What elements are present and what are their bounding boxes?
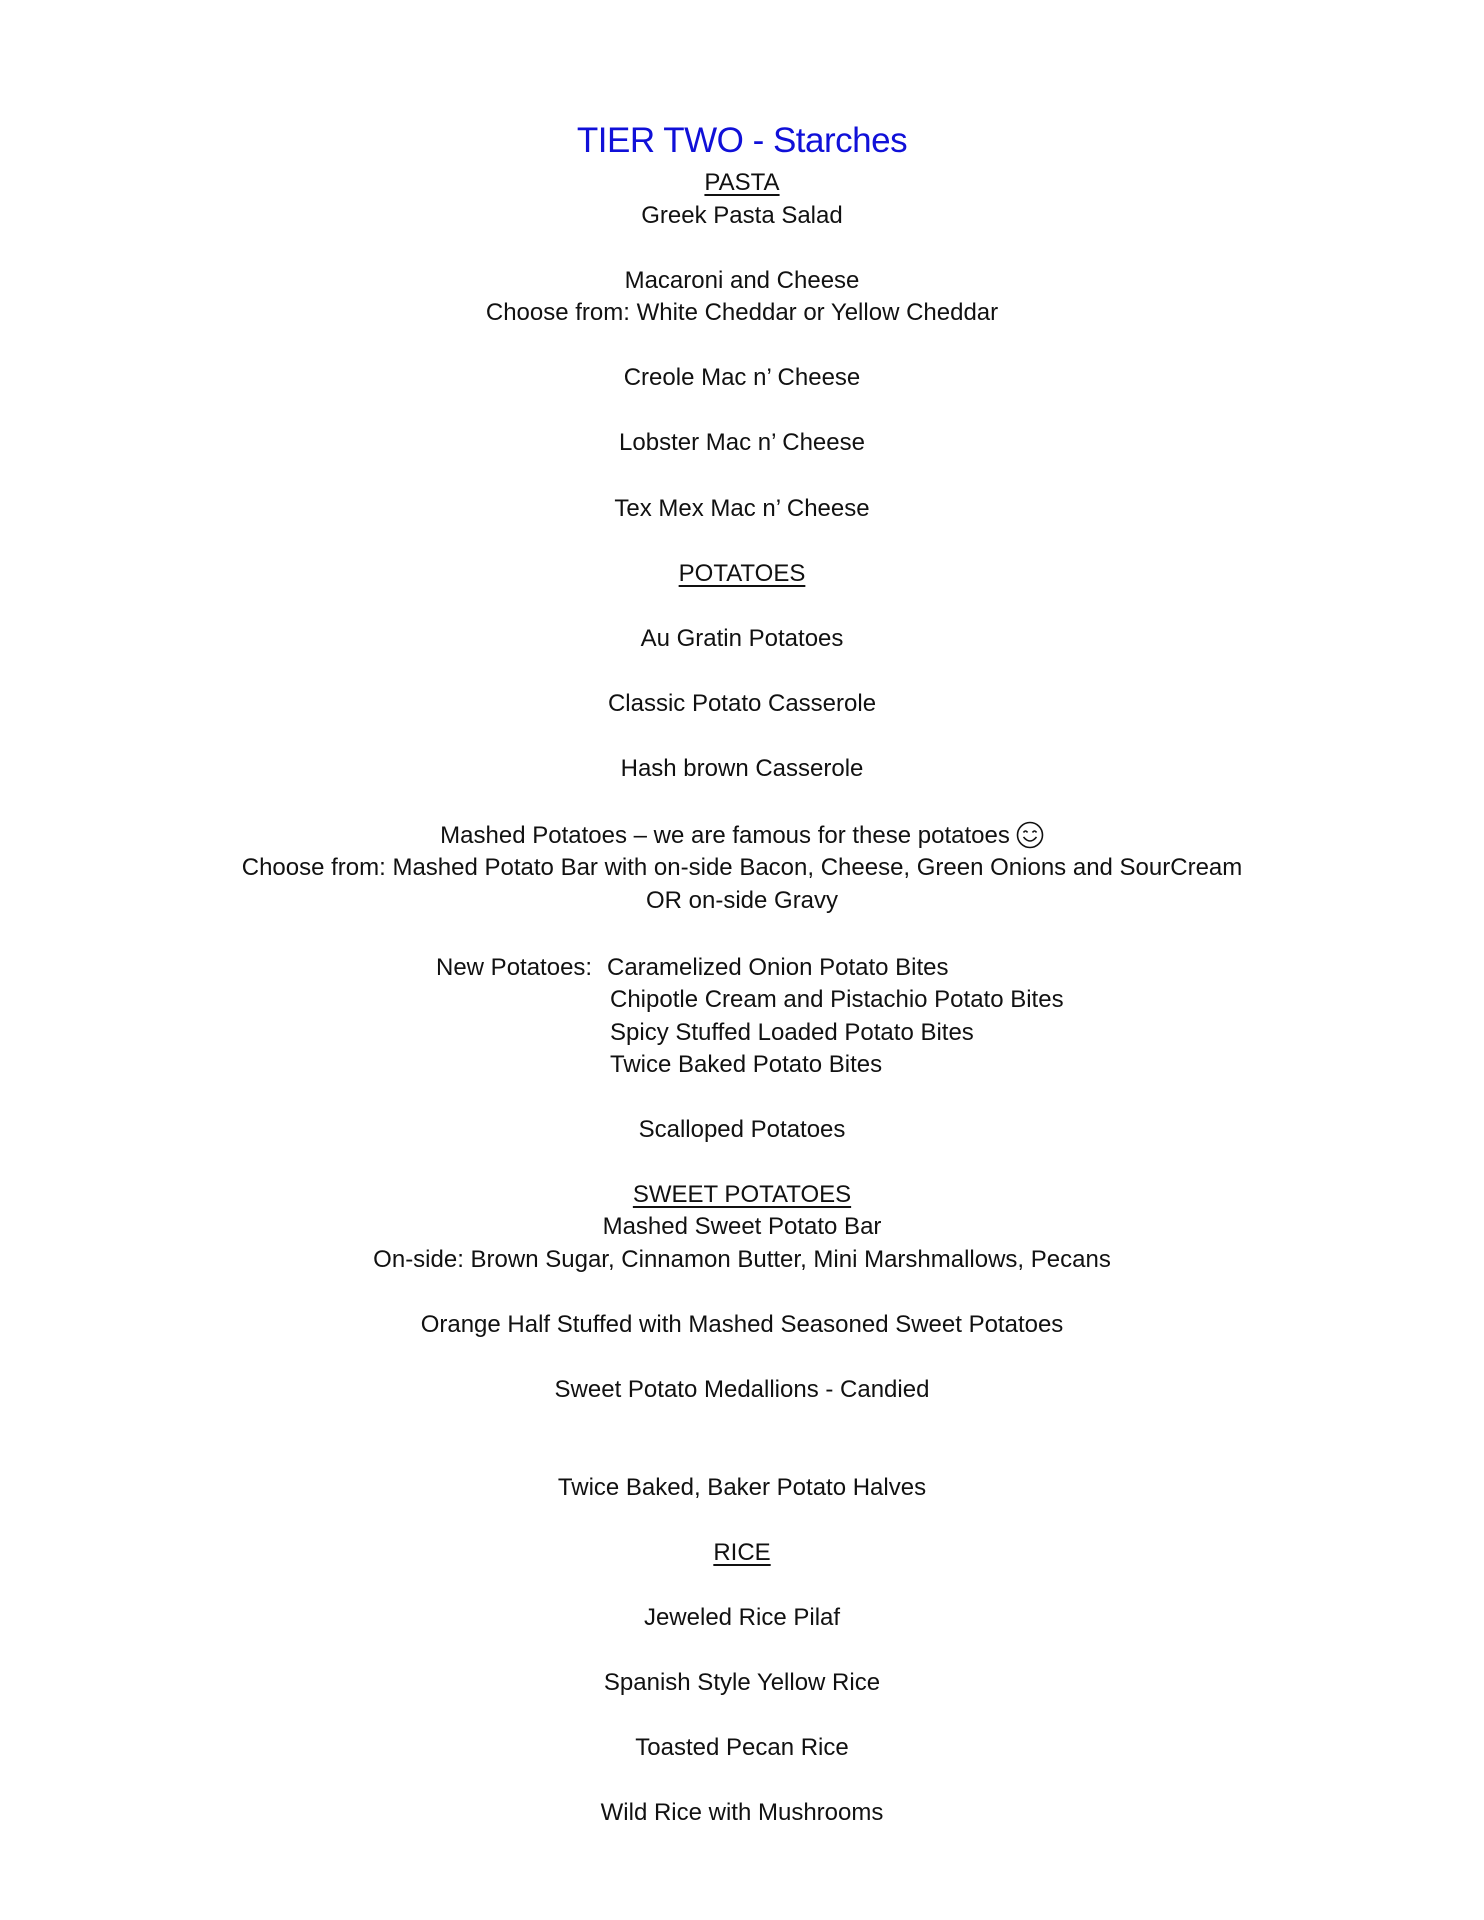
menu-item-au-gratin: Au Gratin Potatoes [640,625,844,652]
menu-item-hash-brown: Hash brown Casserole [620,755,864,782]
menu-item-tex-mex-mac: Tex Mex Mac n’ Cheese [614,495,870,522]
mashed-potatoes-label: Mashed Potatoes – we are famous for these potatoes [440,822,1010,849]
new-potato-item: Chipotle Cream and Pistachio Potato Bites [610,986,1064,1013]
menu-item-jeweled-rice: Jeweled Rice Pilaf [643,1604,841,1631]
menu-item-sweet-potato-bar: Mashed Sweet Potato Bar [602,1213,882,1240]
new-potato-item: Twice Baked Potato Bites [610,1051,883,1078]
menu-item-greek-pasta-salad: Greek Pasta Salad [641,202,843,229]
menu-item-creole-mac: Creole Mac n’ Cheese [623,364,861,391]
menu-item-medallions: Sweet Potato Medallions - Candied [554,1376,930,1403]
rice-heading: RICE [713,1539,771,1566]
new-potatoes-label: New Potatoes: [436,954,593,981]
new-potato-item: Caramelized Onion Potato Bites [607,954,949,981]
menu-item-spanish-rice: Spanish Style Yellow Rice [603,1669,881,1696]
menu-item-classic-casserole: Classic Potato Casserole [607,690,877,717]
menu-item-mashed-potatoes [0,821,1484,851]
menu-item-orange-half: Orange Half Stuffed with Mashed Seasoned Sweet Potatoes [420,1311,1064,1338]
potatoes-heading: POTATOES [678,560,806,587]
menu-item-scalloped: Scalloped Potatoes [638,1116,846,1143]
new-potato-item: Spicy Stuffed Loaded Potato Bites [610,1019,974,1046]
sweet-potatoes-heading: SWEET POTATOES [632,1181,852,1208]
menu-item-twice-baked-halves: Twice Baked, Baker Potato Halves [557,1474,927,1501]
winking-smiley-icon [1016,821,1044,849]
mashed-potatoes-or-gravy: OR on-side Gravy [645,887,839,914]
menu-item-pecan-rice: Toasted Pecan Rice [635,1734,849,1761]
page-title: TIER TWO - Starches [576,121,908,160]
menu-item-macaroni-and-cheese: Macaroni and Cheese [624,267,860,294]
mac-cheese-choice: Choose from: White Cheddar or Yellow Cheddar [485,299,999,326]
menu-item-wild-rice: Wild Rice with Mushrooms [600,1799,884,1826]
menu-item-lobster-mac: Lobster Mac n’ Cheese [619,429,865,456]
mashed-potatoes-choice: Choose from: Mashed Potato Bar with on-side Bacon, Cheese, Green Onions and SourCream [241,854,1243,881]
sweet-potato-bar-onside: On-side: Brown Sugar, Cinnamon Butter, Mini Marshmallows, Pecans [373,1246,1111,1273]
pasta-heading: PASTA [704,169,780,196]
